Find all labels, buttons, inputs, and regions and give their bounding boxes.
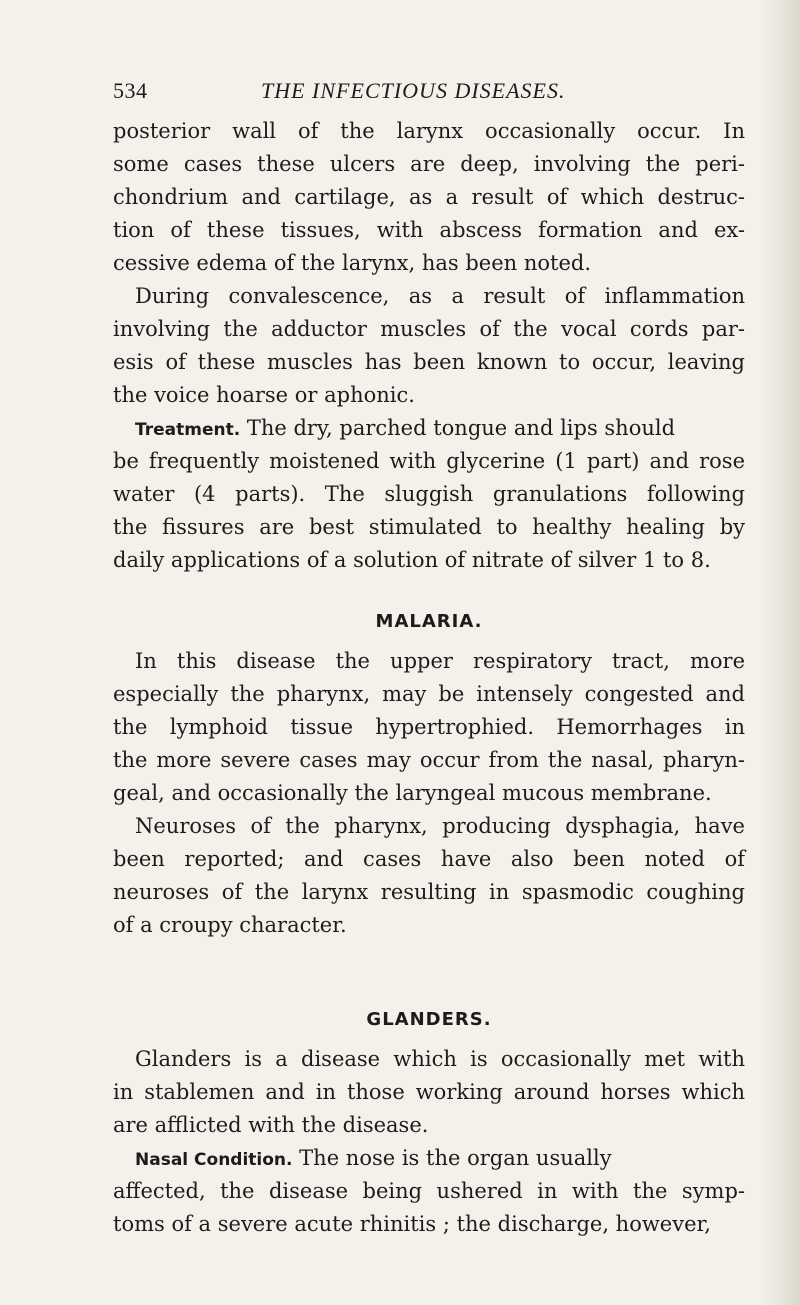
- nasal-heading: Nasal Condition.: [135, 1150, 293, 1170]
- text-line: Glanders is a disease which is occasionally met with: [135, 1047, 745, 1071]
- text-line: affected, the disease being ushered in with the symp-: [113, 1179, 745, 1203]
- text-line: cessive edema of the larynx, has been noted.: [113, 251, 591, 275]
- glanders-body: [113, 1043, 745, 1241]
- text-line: In this disease the upper respiratory tract, more: [135, 649, 745, 673]
- text-line: are afflicted with the disease.: [113, 1113, 429, 1137]
- text-line: been reported; and cases have also been noted of: [113, 847, 745, 871]
- text-line: water (4 parts). The sluggish granulations following: [113, 482, 745, 506]
- body-text: [113, 115, 745, 577]
- text-line: tion of these tissues, with abscess formation and ex-: [113, 218, 745, 242]
- running-title: THE INFECTIOUS DISEASES.: [261, 78, 566, 103]
- text-line: the more severe cases may occur from the nasal, pharyn-: [113, 748, 745, 772]
- text-run: The dry, parched tongue and lips should: [240, 416, 676, 440]
- text-line: the voice hoarse or aphonic.: [113, 383, 415, 407]
- text-line: Neuroses of the pharynx, producing dysphagia, have: [135, 814, 745, 838]
- text-line: daily applications of a solution of nitrate of silver 1 to 8.: [113, 548, 711, 572]
- text-line: the lymphoid tissue hypertrophied. Hemorrhages in: [113, 715, 745, 739]
- text-line: of a croupy character.: [113, 913, 347, 937]
- text-line: in stablemen and in those working around horses which: [113, 1080, 745, 1104]
- running-header: [113, 78, 745, 108]
- page-edge-shadow: [760, 0, 800, 1305]
- treatment-heading: Treatment.: [135, 420, 241, 440]
- text-line: esis of these muscles has been known to occur, leaving: [113, 350, 745, 374]
- malaria-section: [113, 605, 745, 638]
- text-line: the fissures are best stimulated to healthy healing by: [113, 515, 745, 539]
- text-line: involving the adductor muscles of the vocal cords par-: [113, 317, 745, 341]
- section-heading-malaria: MALARIA.: [375, 611, 483, 632]
- page-number: 534: [113, 78, 148, 103]
- text-line: toms of a severe acute rhinitis ; the discharge, however,: [113, 1212, 711, 1236]
- text-line: some cases these ulcers are deep, involving the peri-: [113, 152, 745, 176]
- text-line: be frequently moistened with glycerine (1 part) and rose: [113, 449, 745, 473]
- text-line: geal, and occasionally the laryngeal mucous membrane.: [113, 781, 712, 805]
- nasal-paragraph-start: [113, 1142, 745, 1175]
- text-line: neuroses of the larynx resulting in spasmodic coughing: [113, 880, 745, 904]
- text-line: During convalescence, as a result of inflammation: [135, 284, 745, 308]
- text-line: posterior wall of the larynx occasionally occur. In: [113, 119, 745, 143]
- text-line: chondrium and cartilage, as a result of which destruc-: [113, 185, 745, 209]
- section-heading-glanders: GLANDERS.: [366, 1009, 492, 1030]
- glanders-section: [113, 1003, 745, 1036]
- text-run: The nose is the organ usually: [292, 1146, 612, 1170]
- treatment-paragraph-start: [113, 412, 745, 445]
- malaria-body: [113, 645, 745, 942]
- text-line: especially the pharynx, may be intensely congested and: [113, 682, 745, 706]
